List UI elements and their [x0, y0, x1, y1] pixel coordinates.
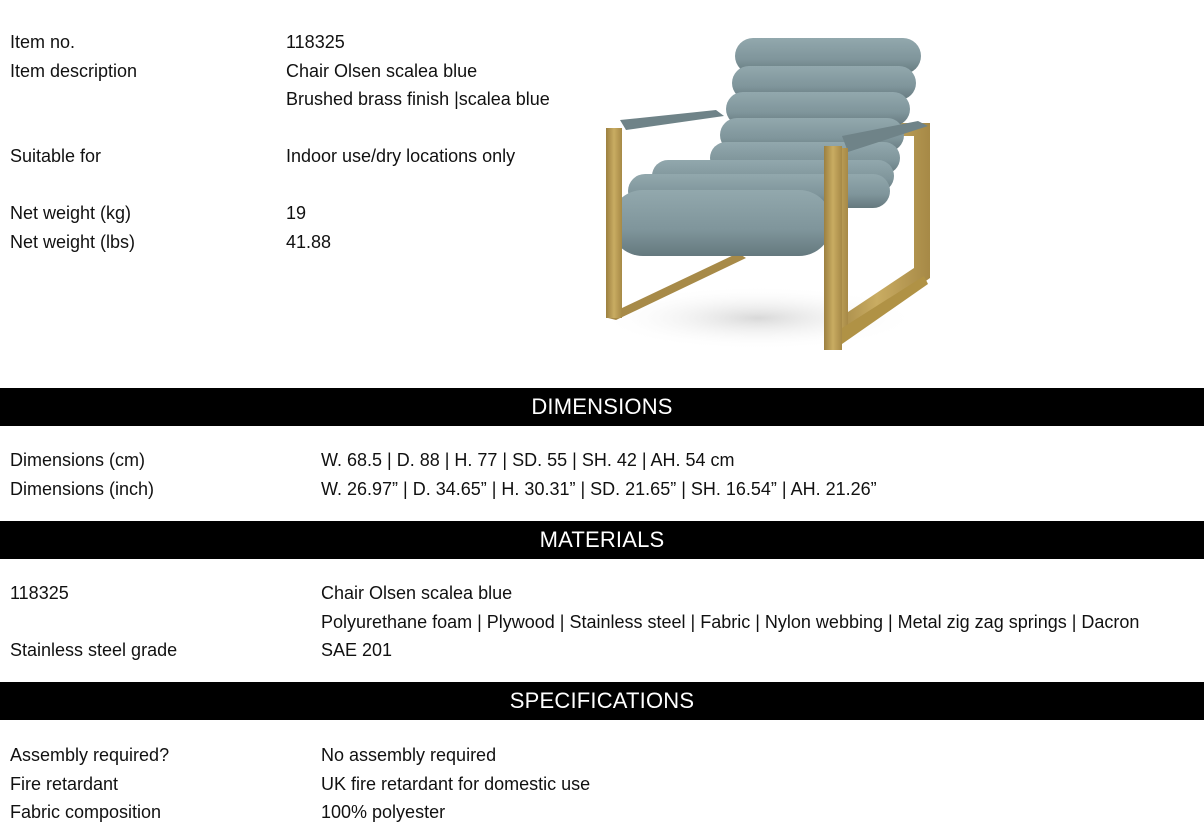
- dimensions-cm-row: [0, 446, 1204, 474]
- steel-grade-value: SAE 201: [321, 640, 393, 660]
- dimensions-inch-value: W. 26.97” | D. 34.65” | H. 30.31” | SD. 21.65” | SH. 16.54” | AH. 21.26”: [321, 479, 877, 499]
- dimensions-cm-label: Dimensions (cm): [10, 450, 146, 470]
- materials-item-value: Chair Olsen scalea blue: [321, 583, 513, 603]
- product-image: [598, 28, 938, 358]
- materials-item-label: 118325: [10, 583, 69, 603]
- item-no-value: 118325: [286, 32, 345, 52]
- suitable-label: Suitable for: [10, 146, 102, 166]
- specifications-header: SPECIFICATIONS: [0, 682, 1204, 720]
- dimensions-header: DIMENSIONS: [0, 388, 1204, 426]
- fire-retardant-value: UK fire retardant for domestic use: [321, 774, 591, 794]
- fabric-composition-label: Fabric composition: [10, 802, 162, 822]
- dimensions-inch-row: [0, 475, 1204, 503]
- assembly-row: [0, 741, 1204, 769]
- fire-retardant-label: Fire retardant: [10, 774, 119, 794]
- dimensions-inch-label: Dimensions (inch): [10, 479, 155, 499]
- item-description-value: Chair Olsen scalea blue: [286, 61, 478, 81]
- fire-retardant-row: [0, 770, 1204, 798]
- net-weight-kg-label: Net weight (kg): [10, 203, 132, 223]
- assembly-value: No assembly required: [321, 745, 497, 765]
- item-description-label: Item description: [10, 61, 138, 81]
- item-no-label: Item no.: [10, 32, 76, 52]
- suitable-value: Indoor use/dry locations only: [286, 146, 516, 166]
- net-weight-lbs-value: 41.88: [286, 232, 332, 252]
- materials-list-value: Polyurethane foam | Plywood | Stainless steel | Fabric | Nylon webbing | Metal zig zag springs | Dacron: [321, 612, 1140, 632]
- steel-grade-label: Stainless steel grade: [10, 640, 178, 660]
- fabric-composition-value: 100% polyester: [321, 802, 446, 822]
- dimensions-cm-value: W. 68.5 | D. 88 | H. 77 | SD. 55 | SH. 42 | AH. 54 cm: [321, 450, 735, 470]
- assembly-label: Assembly required?: [10, 745, 170, 765]
- item-finish-value: Brushed brass finish |scalea blue: [286, 89, 550, 109]
- steel-grade-row: [0, 636, 1204, 664]
- net-weight-lbs-label: Net weight (lbs): [10, 232, 136, 252]
- materials-item-row: [0, 579, 1204, 607]
- chair-illustration: [598, 28, 938, 358]
- materials-header: MATERIALS: [0, 521, 1204, 559]
- materials-list-row: [0, 608, 1204, 636]
- net-weight-kg-value: 19: [286, 203, 307, 223]
- fabric-composition-row: [0, 798, 1204, 826]
